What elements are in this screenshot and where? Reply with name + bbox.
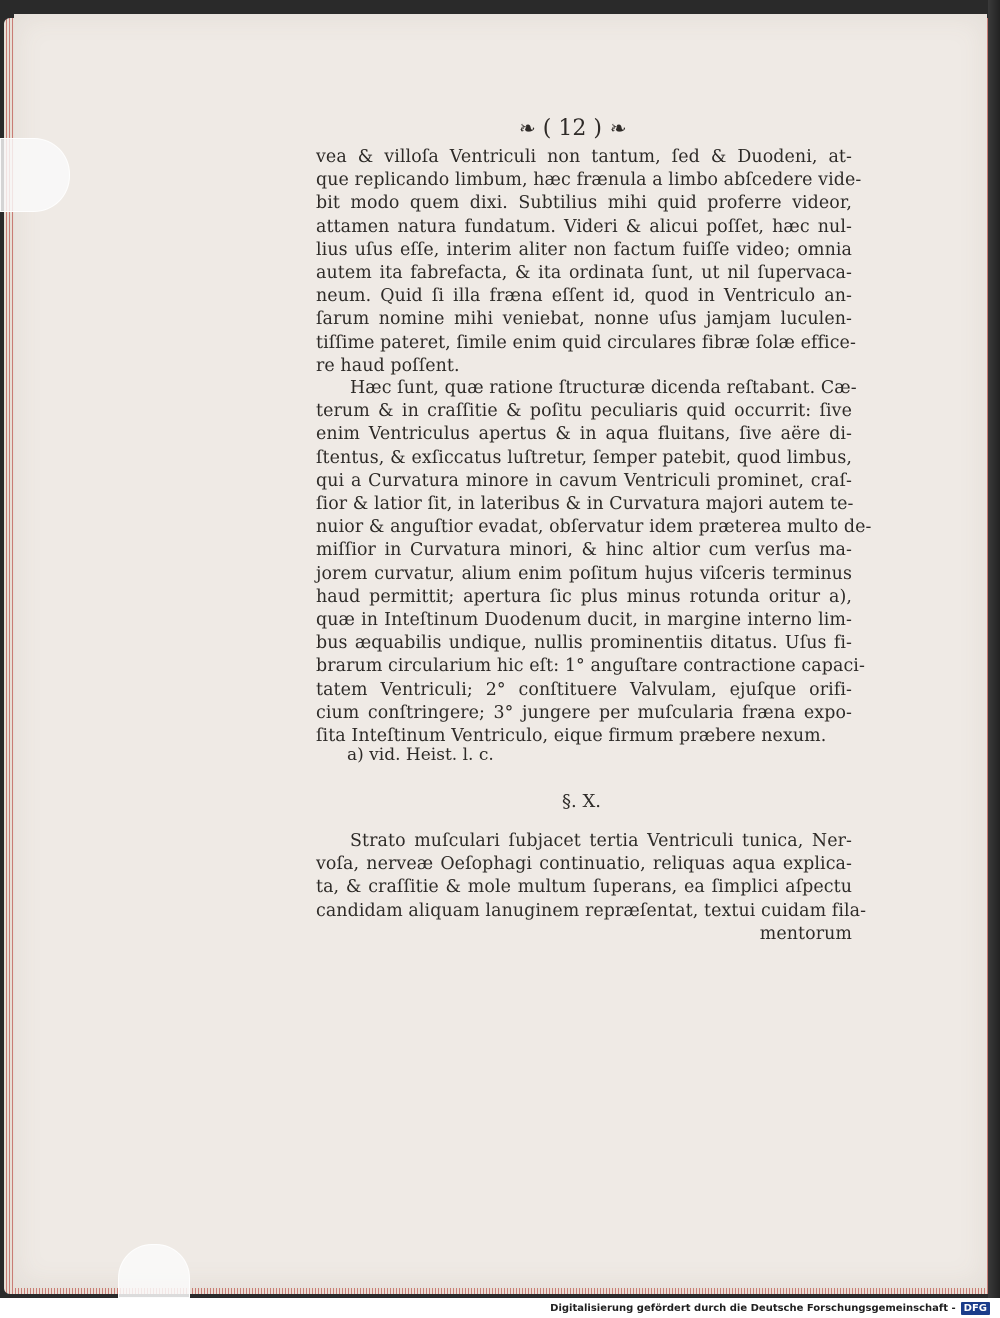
page-number: ( 12 )	[542, 115, 602, 141]
text-line: bus æquabilis undique, nullis prominentiis ditatus. Uſus fi-	[316, 633, 852, 654]
dfg-logo-icon: DFG	[961, 1302, 990, 1315]
text-line: re haud poſſent.	[316, 355, 460, 376]
text-line: bit modo quem dixi. Subtilius mihi quid proferre videor,	[316, 193, 852, 214]
text-line: ſarum nomine mihi veniebat, nonne uſus jamjam luculen-	[316, 309, 852, 330]
text-line: cium conſtringere; 3° jungere per muſcularia fræna expo-	[316, 702, 852, 723]
text-line: tatem Ventriculi; 2° conſtituere Valvulam, ejuſque orifi-	[316, 679, 852, 700]
section-heading: §. X.	[562, 791, 601, 812]
text-line: autem ita fabrefacta, & ita ordinata ſunt, ut nil ſupervaca-	[316, 263, 852, 284]
text-line: que replicando limbum, hæc frænula a limbo abſcedere vide-	[316, 170, 862, 191]
text-line: miſſior in Curvatura minori, & hinc altior cum verſus ma-	[316, 540, 852, 561]
paragraph-1	[316, 146, 862, 378]
footnote: a) vid. Heist. l. c.	[347, 745, 494, 765]
scan-edge-shadow	[988, 0, 1000, 1298]
text-line: candidam aliquam lanuginem repræſentat, textui cuidam fila-	[316, 900, 867, 921]
paragraph-2	[316, 377, 872, 748]
text-line: Hæc ſunt, quæ ratione ſtructuræ dicenda reſtabant. Cæ-	[350, 378, 857, 398]
catchword: mentorum	[759, 923, 852, 944]
running-header	[519, 112, 626, 144]
text-line: enim Ventriculus apertus & in aqua fluitans, ſive aëre di-	[316, 424, 852, 445]
text-line: brarum circularium hic eſt: 1° anguſtare contractione capaci-	[316, 656, 865, 677]
text-line: attamen natura fundatum. Videri & alicui poſſet, hæc nul-	[316, 216, 852, 237]
text-line: quæ in Inteſtinum Duodenum ducit, in margine interno lim-	[316, 610, 852, 631]
text-line: terum & in craſſitie & poſitu peculiaris quid occurrit: ſive	[316, 401, 852, 422]
text-line: voſa, nerveæ Oeſophagi continuatio, reliquas aqua explica-	[316, 854, 852, 875]
fleuron-left-icon: ❧	[519, 116, 535, 140]
text-line: haud permittit; apertura ſic plus minus rotunda oritur a),	[316, 586, 852, 607]
funding-credit: Digitalisierung gefördert durch die Deutsche Forschungsgemeinschaft -	[550, 1302, 956, 1314]
text-line: tiſſime pateret, ſimile enim quid circulares fibræ ſolæ effice-	[316, 332, 856, 353]
book-page	[14, 14, 987, 1288]
text-line: ſior & latior ſit, in lateribus & in Curvatura majori autem te-	[316, 494, 854, 515]
text-line: nuior & anguſtior evadat, obſervatur idem præterea multo de-	[316, 517, 872, 538]
text-line: neum. Quid ſi illa fræna eſſent id, quod in Ventriculo an-	[316, 286, 852, 307]
text-line: ta, & craſſitie & mole multum ſuperans, ea ſimplici aſpectu	[316, 877, 852, 898]
page-clip-top	[0, 138, 70, 212]
text-line: Strato muſculari ſubjacet tertia Ventriculi tunica, Ner-	[350, 831, 852, 851]
text-line: vea & villoſa Ventriculi non tantum, ſed & Duodeni, at-	[316, 147, 852, 167]
paragraph-3	[316, 830, 867, 946]
text-line: ſtentus, & exſiccatus luſtretur, ſemper patebit, quod limbus,	[316, 447, 852, 468]
text-line: lius uſus eſſe, interim aliter non factum fuiſſe video; omnia	[316, 239, 852, 260]
text-line: ſita Inteſtinum Ventriculo, eique firmum præbere nexum.	[316, 726, 827, 747]
text-line: qui a Curvatura minore in cavum Ventriculi prominet, craſ-	[316, 470, 852, 491]
text-line: jorem curvatur, alium enim poſitum hujus viſceris terminus	[316, 563, 852, 584]
fleuron-right-icon: ❧	[609, 116, 626, 140]
digitization-footer	[0, 1298, 1000, 1318]
